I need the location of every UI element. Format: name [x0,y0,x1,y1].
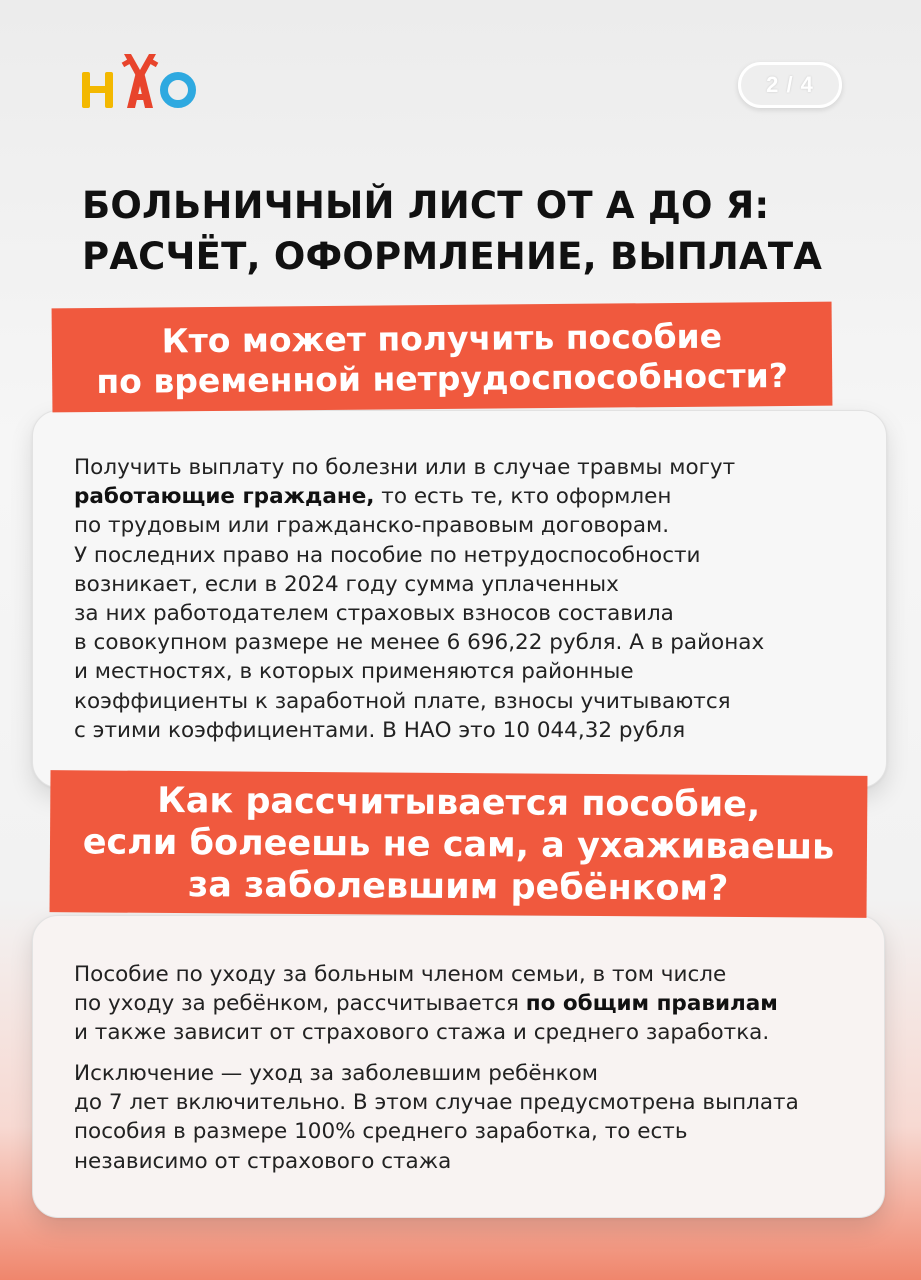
body-line [74,482,764,511]
bold-phrase: работающие граждане, [74,484,375,510]
section-2-heading-line-2: если болеешь не сам, а ухаживаешь [82,822,835,868]
nao-logo [80,50,200,114]
body-line: Получить выплату по болезни или в случае травмы могут [74,455,736,480]
bold-phrase: по общим правилам [525,991,778,1017]
body-line: в совокупном размере не менее 6 696,22 рубля. А в районах [74,630,765,656]
body-line: с этими коэффициентами. В НАО это 10 044,32 рубля [74,717,686,743]
section-2-heading-banner [50,770,868,918]
body-line: Исключение — уход за заболевшим ребёнком [74,1061,598,1086]
section-1-heading-line-1: Кто может получить пособие [161,316,723,361]
logo-letter-n [82,72,113,108]
body-line [74,989,778,1018]
section-2-heading-line-1: Как рассчитывается пособие, [157,780,761,826]
section-2-paragraph-1 [74,960,778,1048]
section-2-heading-line-3: за заболевшим ребёнком? [187,865,729,909]
body-line-rest: то есть те, кто оформлен [374,484,672,510]
body-line: пособия в размере 100% среднего заработка, то есть [74,1119,688,1145]
section-1-heading-line-2: по временной нетрудоспособности? [96,355,789,402]
body-line: по трудовым или гражданско-правовым договорам. [74,513,670,539]
body-line: и также зависит от страхового стажа и среднего заработка. [74,1020,770,1046]
page-indicator: 2 / 4 [738,62,842,108]
body-line: У последних право на пособие по нетрудоспособности [74,542,701,568]
section-1-heading-banner [52,302,833,413]
page-title [82,180,882,282]
logo-letter-a [122,54,159,108]
section-2-paragraph-2 [74,1059,799,1176]
page-title-line-2: РАСЧЁТ, ОФОРМЛЕНИЕ, ВЫПЛАТА [82,235,823,278]
logo-text: НАО [80,50,83,51]
logo-letter-o [164,76,192,104]
body-line: за них работодателем страховых взносов составила [74,601,674,627]
body-line-start: по уходу за ребёнком, рассчитывается [74,991,526,1017]
body-line: коэффициенты к заработной плате, взносы учитываются [74,688,731,714]
section-1-body [74,453,764,745]
page-title-line-1: БОЛЬНИЧНЫЙ ЛИСТ ОТ А ДО Я: [82,184,770,227]
body-line: возникает, если в 2024 году сумма уплаченных [74,571,619,597]
body-line: до 7 лет включительно. В этом случае предусмотрена выплата [74,1090,799,1116]
body-line: и местностях, в которых применяются районные [74,659,634,685]
body-line: независимо от страхового стажа [74,1148,452,1174]
body-line: Пособие по уходу за больным членом семьи, в том числе [74,962,727,987]
